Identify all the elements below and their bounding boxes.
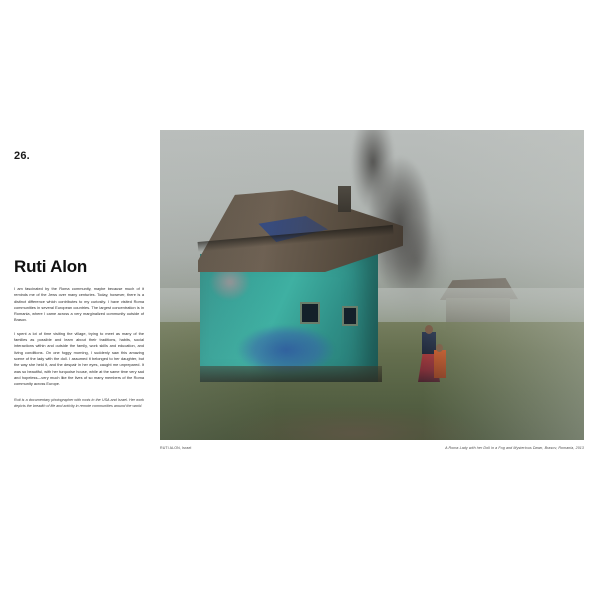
- photo-background: [160, 130, 584, 440]
- child-doll-figure: [434, 338, 446, 378]
- mud-path: [220, 378, 520, 440]
- caption-title: A Roma Lady with her Doll in a Fog and Mysterious Dawn, Brasov, Romania, 2013: [445, 446, 584, 450]
- article-paragraph-1: I am fascinated by the Roma community, maybe because much of it reminds me of the Jews over many centuries. Today, however, there is a distinct difference which contributes to my curiosity. I have visited Roma communities in several European countries. The largest concentration is in Romania, where I came across a very marginalized community outside of Brasov.: [14, 285, 144, 323]
- roma-lady-with-doll-photograph: [160, 130, 584, 440]
- house-foundation: [200, 366, 382, 382]
- page-number: 26.: [14, 150, 30, 162]
- woman-head: [425, 325, 433, 334]
- article-paragraph-2: I spent a lot of time visiting the village, trying to meet as many of the families as possible and learn about their traditions, habits, social interactions within and outside the family, work skills and education, and living conditions. On one foggy morning, I suddenly saw this amazing scene of the lady with the doll. I assumed it belonged to her daughter, but the way she held it, and the despair in her eyes, caught me unprepared. It was so beautiful, with her turquoise house, while at the same time very sad and hopeless—very much like the lives of so many members of the Roma community across Europe.: [14, 330, 144, 387]
- house-window-right: [342, 306, 358, 326]
- house-wall: [200, 254, 378, 382]
- turquoise-house: [198, 190, 403, 382]
- child-body: [434, 350, 446, 378]
- child-head: [436, 344, 443, 352]
- book-spread: [0, 130, 600, 470]
- page-title: Ruti Alon: [14, 257, 88, 276]
- caption-credit: RUTI ALON, Israel: [160, 446, 192, 450]
- house-window-left: [300, 302, 320, 324]
- chimney: [338, 186, 351, 212]
- article-text-column: [14, 258, 144, 410]
- author-bio: Ruti is a documentary photographer with roots in the USA and Israel. Her work depicts the breadth of life and activity in remote communities around the world.: [14, 397, 144, 408]
